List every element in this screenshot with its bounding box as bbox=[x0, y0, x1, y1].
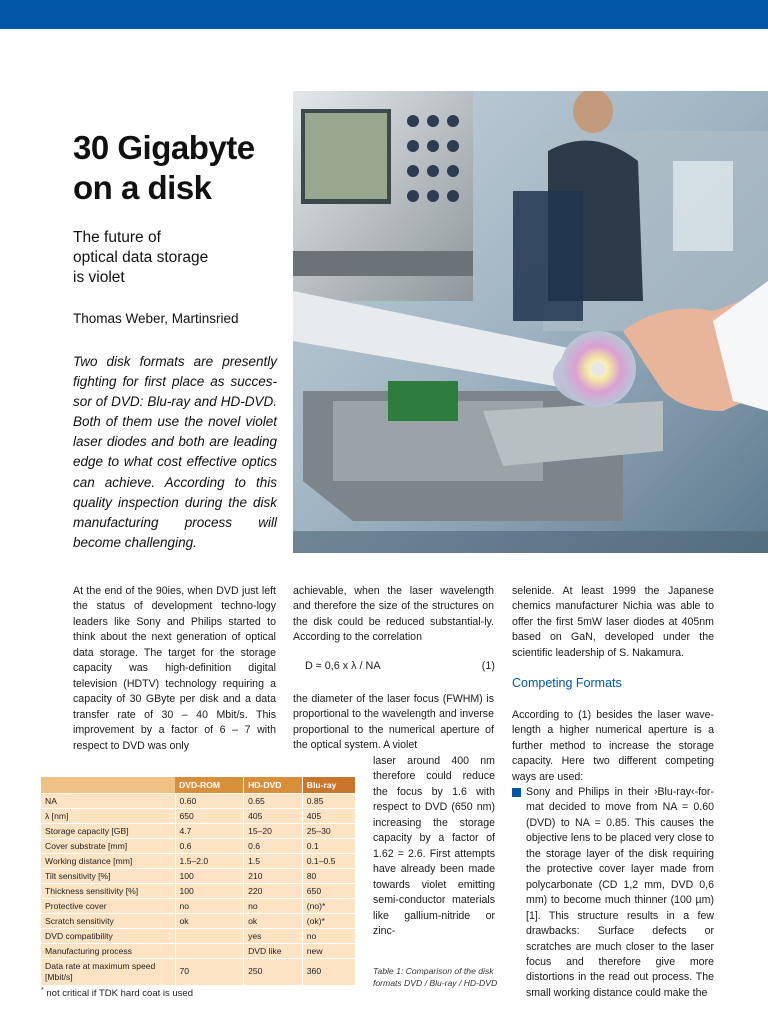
table-cell: Protective cover bbox=[41, 898, 175, 913]
table-caption: Table 1: Comparison of the disk formats DVD / Blu-ray / HD-DVD bbox=[373, 966, 498, 988]
body-column-3-top: selenide. At least 1999 the Japanese chemics manufacturer Nichia was able to offer the first 5mW laser diodes at 405nm based on GaN, developed under the scientific leadership of S. Nakamura. bbox=[512, 585, 714, 659]
table-cell: 0.6 bbox=[175, 838, 244, 853]
table-cell: 15–20 bbox=[244, 823, 303, 838]
equation-number: (1) bbox=[481, 660, 495, 672]
table-row bbox=[41, 898, 355, 913]
table-cell: 1.5–2.0 bbox=[175, 853, 244, 868]
table-cell: 650 bbox=[302, 883, 355, 898]
table-cell: 0.85 bbox=[302, 793, 355, 808]
title-line-1: 30 Gigabyte bbox=[73, 129, 255, 166]
table-cell: no bbox=[302, 928, 355, 943]
body-column-3-bullet: Sony and Philips in their ›Blu-ray‹-for-mat decided to move from NA = 0.60 (DVD) to NA = 0.85. This causes the objective lens to be placed very close to the storage layer of the disk requiring the protective cover layer made from polycarbonate (CD 1,2 mm, DVD 0,6 mm) to become much thinner (100 µm) [1]. This structure results in a few drawbacks: Surface defects or scratches are much closer to the laser focus and therefore give more distortions in the read out process. The small working distance could make the bbox=[526, 786, 714, 999]
table-cell: 100 bbox=[175, 883, 244, 898]
table-cell: 250 bbox=[244, 958, 303, 985]
table-cell: NA bbox=[41, 793, 175, 808]
table-cell: 25–30 bbox=[302, 823, 355, 838]
table-cell: λ [nm] bbox=[41, 808, 175, 823]
table-header-row bbox=[41, 777, 355, 793]
author-byline: Thomas Weber, Martinsried bbox=[73, 311, 239, 326]
footnote-mark: * bbox=[41, 987, 44, 994]
section-heading: Competing Formats bbox=[512, 676, 622, 690]
abstract: Two disk formats are presently fighting for first place as succes-sor of DVD: Blu-ray and HD-DVD. Both of them use the novel violet laser diodes and both are leading edge to what cost effective optics can achieve. According to this quality inspection during the disk manufacturing process will become challenging. bbox=[73, 354, 277, 550]
comparison-table bbox=[41, 777, 355, 986]
table-cell: 405 bbox=[244, 808, 303, 823]
table-cell: 360 bbox=[302, 958, 355, 985]
subtitle-line-1: The future of bbox=[73, 229, 161, 246]
table-cell bbox=[175, 928, 244, 943]
table-cell: DVD compatibility bbox=[41, 928, 175, 943]
table-header-hd-dvd: HD-DVD bbox=[244, 777, 303, 793]
table-cell: 405 bbox=[302, 808, 355, 823]
subtitle-line-3: is violet bbox=[73, 269, 125, 286]
table-cell: 0.60 bbox=[175, 793, 244, 808]
table-cell: 70 bbox=[175, 958, 244, 985]
table-cell: 0.1 bbox=[302, 838, 355, 853]
table-cell: Tilt sensitivity [%] bbox=[41, 868, 175, 883]
equation bbox=[305, 660, 495, 672]
title-line-2: on a disk bbox=[73, 169, 212, 206]
table-cell: (ok)* bbox=[302, 913, 355, 928]
table-cell: 220 bbox=[244, 883, 303, 898]
table-row bbox=[41, 943, 355, 958]
table-row bbox=[41, 868, 355, 883]
bullet-square-icon bbox=[512, 788, 521, 797]
table-cell: (no)* bbox=[302, 898, 355, 913]
table-cell: 100 bbox=[175, 868, 244, 883]
table-row bbox=[41, 793, 355, 808]
subtitle-line-2: optical data storage bbox=[73, 249, 209, 266]
article-subtitle bbox=[73, 228, 273, 288]
table-cell: DVD like bbox=[244, 943, 303, 958]
body-column-2-middle: the diameter of the laser focus (FWHM) is proportional to the wavelength and inverse proportional to the numerical aperture of the optical system. A violet bbox=[293, 693, 494, 752]
table-cell: Cover substrate [mm] bbox=[41, 838, 175, 853]
table-row bbox=[41, 958, 355, 985]
article-title bbox=[73, 128, 288, 208]
body-column-2-top: achievable, when the laser wavelength and therefore the size of the structures on the disk could be reduced substantial-ly. According to the correlation bbox=[293, 585, 494, 644]
table-cell: Scratch sensitivity bbox=[41, 913, 175, 928]
table-cell: Working distance [mm] bbox=[41, 853, 175, 868]
body-column-2-narrow: laser around 400 nm therefore could reduce the focus by 1.6 with respect to DVD (650 nm) increasing the storage capacity by a factor of 1.62 = 2.6. First attempts have already been made towards violet emitting semi-conductor materials like gallium-nitride or zinc- bbox=[373, 755, 495, 937]
table-cell: Data rate at maximum speed [Mbit/s] bbox=[41, 958, 175, 985]
table-row bbox=[41, 928, 355, 943]
table-footnote bbox=[41, 987, 193, 999]
body-column-3-intro: According to (1) besides the laser wave-length a higher numerical aperture is a further method to increase the storage capacity. Here two different competing ways are used: bbox=[512, 709, 714, 783]
table-cell: no bbox=[175, 898, 244, 913]
table-row bbox=[41, 853, 355, 868]
table-cell: 0.6 bbox=[244, 838, 303, 853]
table-row bbox=[41, 838, 355, 853]
table-cell: Storage capacity [GB] bbox=[41, 823, 175, 838]
table-cell: ok bbox=[175, 913, 244, 928]
table-cell: 210 bbox=[244, 868, 303, 883]
top-color-bar bbox=[0, 0, 768, 29]
table-cell: ok bbox=[244, 913, 303, 928]
table-cell: 0.65 bbox=[244, 793, 303, 808]
table-cell: no bbox=[244, 898, 303, 913]
table-cell bbox=[175, 943, 244, 958]
table-cell: 4.7 bbox=[175, 823, 244, 838]
table-header-empty bbox=[41, 777, 175, 793]
equation-text: D ≈ 0,6 x λ / NA bbox=[305, 660, 381, 672]
table-header-blu-ray: Blu-ray bbox=[302, 777, 355, 793]
table-row bbox=[41, 808, 355, 823]
body-column-1: At the end of the 90ies, when DVD just left the status of development techno-logy leaders like Sony and Philips started to think about the next generation of optical data storage. The target for the storage capacity was high-definition digital television (HDTV) technology requiring a capacity of 30 GByte per disk and a data transfer rate of 30 – 40 Mbit/s. This improvement by a factor of 6 – 7 with respect to DVD was only bbox=[73, 585, 276, 752]
table-cell: 650 bbox=[175, 808, 244, 823]
lab-photo bbox=[293, 91, 768, 553]
table-cell: 0.1–0.5 bbox=[302, 853, 355, 868]
table-cell: 1.5 bbox=[244, 853, 303, 868]
table-cell: new bbox=[302, 943, 355, 958]
table-cell: Thickness sensitivity [%] bbox=[41, 883, 175, 898]
table-row bbox=[41, 823, 355, 838]
table-header-dvd-rom: DVD-ROM bbox=[175, 777, 244, 793]
table-cell: Manufacturing process bbox=[41, 943, 175, 958]
footnote-text: not critical if TDK hard coat is used bbox=[46, 988, 193, 1000]
table-row bbox=[41, 883, 355, 898]
table-cell: yes bbox=[244, 928, 303, 943]
table-row bbox=[41, 913, 355, 928]
table-cell: 80 bbox=[302, 868, 355, 883]
